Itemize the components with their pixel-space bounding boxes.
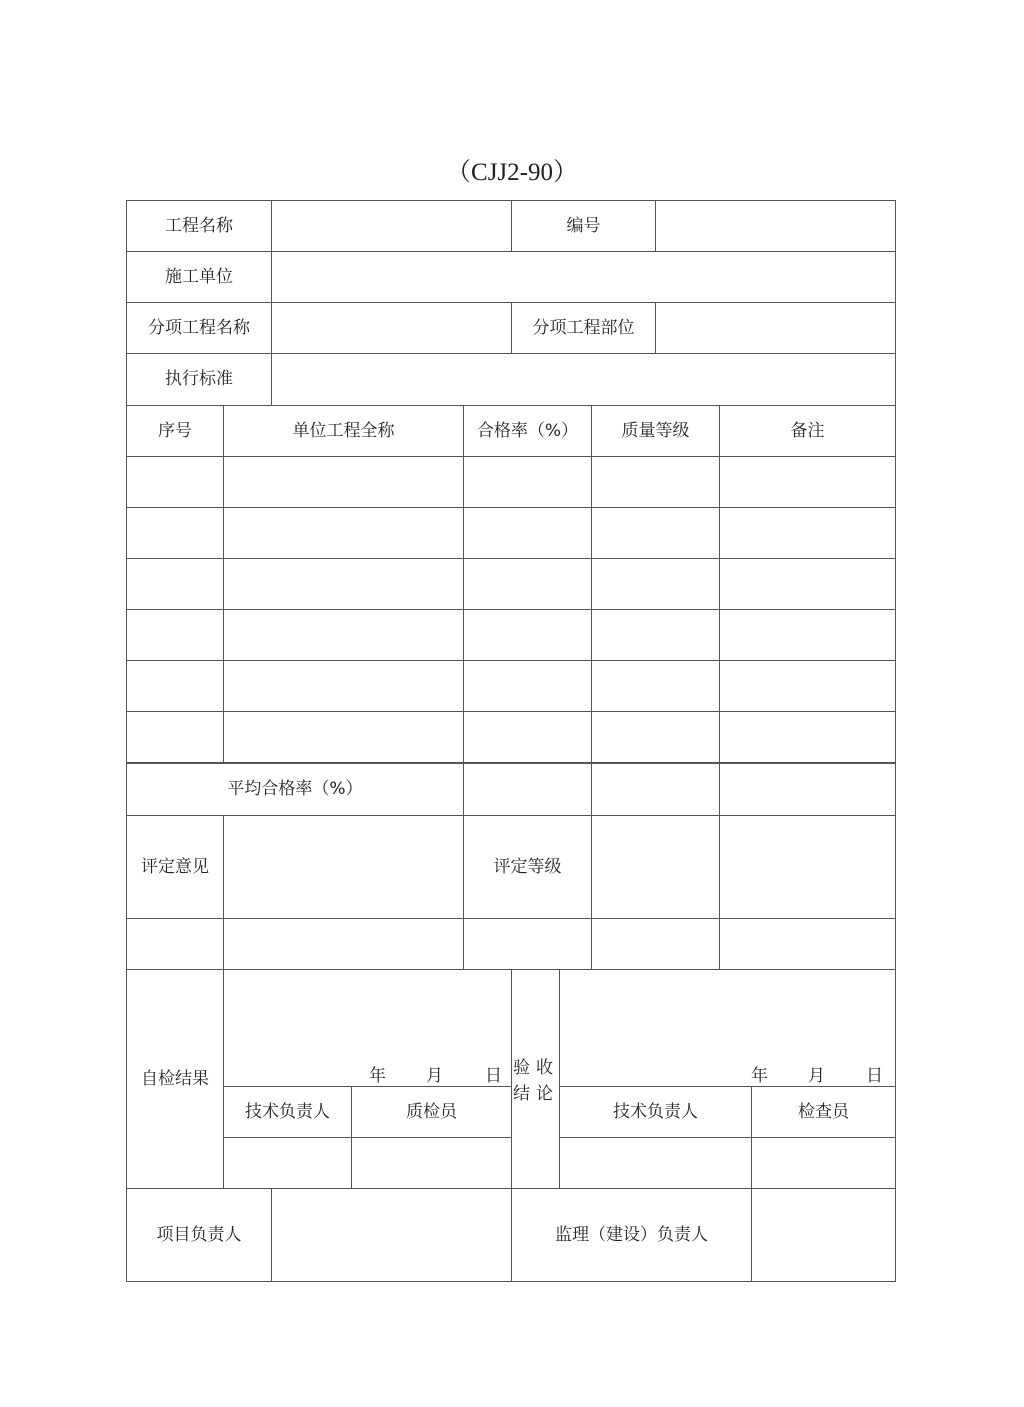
self-check-label: 自检结果	[126, 969, 224, 1189]
project-lead-sign[interactable]	[271, 1188, 512, 1282]
number-label: 编号	[511, 200, 656, 252]
row-grade-cell[interactable]	[591, 558, 720, 610]
acceptance-checker-label: 检查员	[751, 1086, 896, 1138]
column-header-remarks: 备注	[719, 405, 896, 457]
row-unit-name-cell[interactable]	[223, 507, 464, 559]
acceptance-label-line1: 验收	[513, 1058, 559, 1078]
blank-cell[interactable]	[126, 918, 224, 970]
average-remarks-value[interactable]	[719, 763, 896, 816]
self-check-month: 月	[426, 1066, 443, 1086]
self-check-day: 日	[485, 1066, 502, 1086]
evaluation-grade-label: 评定等级	[463, 815, 592, 919]
acceptance-year: 年	[751, 1066, 768, 1086]
row-seq-cell[interactable]	[126, 660, 224, 712]
row-pass-rate-cell[interactable]	[463, 660, 592, 712]
project-name-label: 工程名称	[126, 200, 272, 252]
evaluation-extra-field[interactable]	[719, 815, 896, 919]
average-pass-rate-label: 平均合格率（%）	[126, 763, 464, 816]
sub-item-location-label: 分项工程部位	[511, 302, 656, 354]
evaluation-opinion-label: 评定意见	[126, 815, 224, 919]
project-name-field[interactable]	[271, 200, 512, 252]
acceptance-tech-lead-sign[interactable]	[559, 1137, 752, 1189]
column-header-seq: 序号	[126, 405, 224, 457]
blank-cell[interactable]	[591, 918, 720, 970]
row-grade-cell[interactable]	[591, 609, 720, 661]
row-grade-cell[interactable]	[591, 507, 720, 559]
contractor-field[interactable]	[271, 251, 896, 303]
acceptance-label-line2: 结论	[513, 1084, 559, 1104]
self-check-result-area[interactable]	[223, 969, 512, 1087]
column-header-quality-grade: 质量等级	[591, 405, 720, 457]
sub-item-location-field[interactable]	[655, 302, 896, 354]
sub-item-name-label: 分项工程名称	[126, 302, 272, 354]
row-remarks-cell[interactable]	[719, 558, 896, 610]
row-seq-cell[interactable]	[126, 456, 224, 508]
row-remarks-cell[interactable]	[719, 660, 896, 712]
row-seq-cell[interactable]	[126, 507, 224, 559]
acceptance-result-area[interactable]	[559, 969, 896, 1087]
row-remarks-cell[interactable]	[719, 609, 896, 661]
document-title: （CJJ2-90）	[446, 159, 578, 186]
row-remarks-cell[interactable]	[719, 507, 896, 559]
average-quality-grade-value[interactable]	[591, 763, 720, 816]
row-seq-cell[interactable]	[126, 609, 224, 661]
row-remarks-cell[interactable]	[719, 711, 896, 763]
evaluation-grade-field[interactable]	[591, 815, 720, 919]
number-field[interactable]	[655, 200, 896, 252]
row-pass-rate-cell[interactable]	[463, 558, 592, 610]
acceptance-month: 月	[808, 1066, 825, 1086]
acceptance-checker-sign[interactable]	[751, 1137, 896, 1189]
supervisor-sign[interactable]	[751, 1188, 896, 1282]
row-unit-name-cell[interactable]	[223, 660, 464, 712]
project-lead-label: 项目负责人	[126, 1188, 272, 1282]
row-pass-rate-cell[interactable]	[463, 507, 592, 559]
blank-cell[interactable]	[223, 918, 464, 970]
row-seq-cell[interactable]	[126, 711, 224, 763]
acceptance-day: 日	[866, 1066, 883, 1086]
standard-label: 执行标准	[126, 353, 272, 406]
acceptance-tech-lead-label: 技术负责人	[559, 1086, 752, 1138]
row-remarks-cell[interactable]	[719, 456, 896, 508]
row-grade-cell[interactable]	[591, 456, 720, 508]
row-pass-rate-cell[interactable]	[463, 609, 592, 661]
evaluation-opinion-field[interactable]	[223, 815, 464, 919]
row-unit-name-cell[interactable]	[223, 456, 464, 508]
row-pass-rate-cell[interactable]	[463, 711, 592, 763]
blank-cell[interactable]	[463, 918, 592, 970]
contractor-label: 施工单位	[126, 251, 272, 303]
row-unit-name-cell[interactable]	[223, 609, 464, 661]
column-header-pass-rate: 合格率（%）	[463, 405, 592, 457]
standard-field[interactable]	[271, 353, 896, 406]
self-check-tech-lead-sign[interactable]	[223, 1137, 352, 1189]
row-grade-cell[interactable]	[591, 711, 720, 763]
column-header-unit-name: 单位工程全称	[223, 405, 464, 457]
supervisor-label: 监理（建设）负责人	[511, 1188, 752, 1282]
self-check-inspector-sign[interactable]	[351, 1137, 512, 1189]
self-check-tech-lead-label: 技术负责人	[223, 1086, 352, 1138]
self-check-year: 年	[369, 1066, 386, 1086]
row-grade-cell[interactable]	[591, 660, 720, 712]
sub-item-name-field[interactable]	[271, 302, 512, 354]
average-pass-rate-value[interactable]	[463, 763, 592, 816]
self-check-inspector-label: 质检员	[351, 1086, 512, 1138]
row-unit-name-cell[interactable]	[223, 711, 464, 763]
row-unit-name-cell[interactable]	[223, 558, 464, 610]
row-pass-rate-cell[interactable]	[463, 456, 592, 508]
row-seq-cell[interactable]	[126, 558, 224, 610]
blank-cell[interactable]	[719, 918, 896, 970]
